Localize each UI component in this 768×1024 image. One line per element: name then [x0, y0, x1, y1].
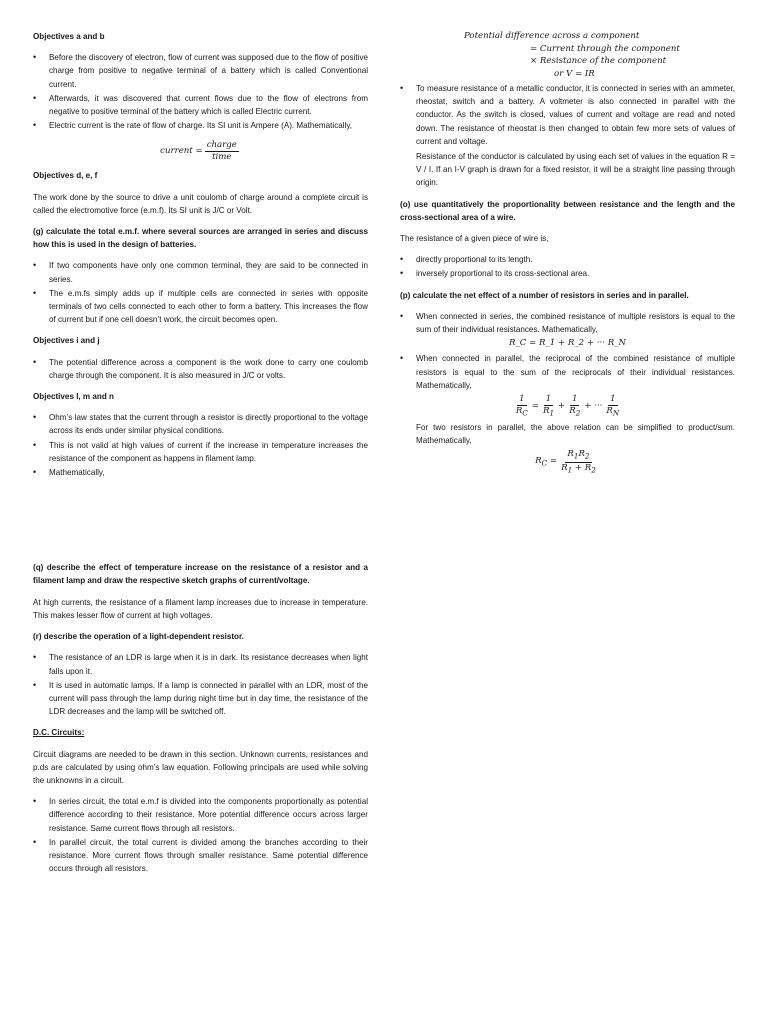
paragraph-wire: The resistance of a given piece of wire is, — [400, 234, 549, 244]
paragraph-measure-continued: Resistance of the conductor is calculated by using each set of values in the equation R = V / I. If an I-V graph is drawn for a fixed resistor, it will be a straight line passing through origin. — [416, 152, 735, 188]
fraction: $\frac{1}{R_N}$ — [606, 394, 620, 418]
list-item: • Electric current is the rate of flow of charge. Its SI unit is Ampere (A). Mathematically, — [33, 119, 368, 132]
list-item: • Mathematically, — [33, 466, 368, 479]
paragraph-dc: Circuit diagrams are needed to be drawn in this section. Unknown currents, resistances and p.ds are calculated by using ohm’s law equation. Following principals are used while solving the unknowns in a circuit. — [33, 749, 368, 785]
list-item: • In parallel circuit, the total current is divided among the branches according to their resistance. More current flows through smaller resistance. Same potential difference occurs through all resistors. — [33, 836, 368, 876]
list-item: • When connected in parallel, the reciprocal of the combined resistance of multiple resistors is equal to the sum of the reciprocals of their individual resistances. Mathematically, — [400, 352, 735, 392]
list-item: • If two components have only one common terminal, they are said to be connected in series. — [33, 259, 368, 285]
list-item: • Ohm’s law states that the current through a resistor is directly proportional to the voltage across its ends under similar physical conditions. — [33, 411, 368, 437]
list-measure — [400, 82, 735, 148]
equation-parallel: $\frac{1}{R_C}$ = $\frac{1}{R_1}$ + $\frac{1}{R_2}$ + ··· $\frac{1}{R_N}$ — [515, 394, 620, 418]
fraction-numerator: charge — [206, 140, 237, 151]
list-g — [33, 259, 368, 326]
fraction: $\frac{1}{R_1}$ — [542, 394, 555, 418]
blank-space — [33, 487, 368, 561]
list-item: • Afterwards, it was discovered that current flows due to the flow of electrons from negative to positive terminal of the battery which is called Electric current. — [33, 92, 368, 118]
heading-objectives-lmn: Objectives l, m and n — [33, 392, 114, 402]
list-dc — [33, 795, 368, 875]
list-item: • When connected in series, the combined resistance of multiple resistors is equal to the sum of their individual resistances. Mathematically, — [400, 310, 735, 336]
heading-objective-g: (g) calculate the total e.m.f. where several sources are arranged in series and discuss how this is used in the design of batteries. — [33, 227, 368, 250]
equation-line: Potential difference across a component — [464, 31, 640, 41]
list-item: • directly proportional to its length. — [400, 253, 735, 266]
heading-objective-q: (q) describe the effect of temperature increase on the resistance of a resistor and a filament lamp and draw the respective sketch graphs of current/voltage. — [33, 563, 368, 586]
list-item: • inversely proportional to its cross-sectional area. — [400, 267, 735, 280]
equation-series-text: R_C = R_1 + R_2 + ··· R_N — [508, 338, 627, 349]
fraction — [205, 140, 239, 163]
list-item: • It is used in automatic lamps. If a lamp is connected in parallel with an LDR, most of the current will pass through the lamp during night time but in day time, the resistance of the LDR decreases and the lamp will be switched off. — [33, 679, 368, 719]
equation-series — [400, 337, 735, 350]
list-item: • To measure resistance of a metallic conductor, it is connected in series with an ammeter, rheostat, switch and a battery. A voltmeter is also connected in parallel with the conductor. As the switch is closed, values of current and voltage are read and noted down. The resistance of rheostat is then changed to obtain few more sets of values of current and voltage. — [400, 82, 735, 148]
list-item: • The resistance of an LDR is large when it is in dark. Its resistance decreases when light falls upon it. — [33, 651, 368, 677]
heading-objectives-def: Objectives d, e, f — [33, 171, 98, 181]
fraction-denominator: time — [212, 152, 232, 163]
list-ij — [33, 356, 368, 382]
equation-line: or V = IR — [554, 68, 595, 79]
list-o — [400, 253, 735, 280]
paragraph-emf: The work done by the source to drive a unit coulomb of charge around a complete circuit is called the electromotive force (e.m.f). Its SI unit is J/C or Volt. — [33, 192, 368, 215]
heading-objective-o: (o) use quantitatively the proportionality between resistance and the length and the cross-sectional area of a wire. — [400, 199, 735, 222]
list-item: • Before the discovery of electron, flow of current was supposed due to the flow of positive charge from positive to negative terminal of a battery which is called Conventional current. — [33, 51, 368, 91]
list-ab — [33, 51, 368, 132]
list-p-parallel — [400, 352, 735, 392]
equation-line: × Resistance of the component — [530, 56, 667, 66]
list-p — [400, 310, 735, 336]
equation-line: = Current through the component — [530, 43, 680, 54]
list-item: • The potential difference across a component is the work done to carry one coulomb charge through the component. It is also measured in J/C or volts. — [33, 356, 368, 382]
heading-objective-p: (p) calculate the net effect of a number of resistors in series and in parallel. — [400, 290, 689, 300]
list-lmn — [33, 411, 368, 479]
fraction: $\frac{1}{R_2}$ — [569, 394, 581, 418]
right-column — [400, 30, 735, 482]
heading-objectives-ab: Objectives a and b — [33, 32, 105, 41]
equation-potential-difference — [400, 30, 735, 80]
fraction: $\frac{R_1R_2}{R_1 + R_2}$ — [561, 449, 596, 475]
left-column — [33, 30, 368, 883]
heading-dc-circuits: D.C. Circuits: — [33, 728, 85, 738]
heading-objectives-ij: Objectives i and j — [33, 336, 100, 346]
heading-objective-r: (r) describe the operation of a light-dependent resistor. — [33, 632, 244, 642]
paragraph-filament: At high currents, the resistance of a filament lamp increases due to increase in temperature. This makes lesser flow of current at high voltages. — [33, 597, 368, 620]
list-item: • This is not valid at high values of current if the increase in temperature increases the resistance of the component as happens in filament lamp. — [33, 439, 368, 465]
list-item: • The e.m.fs simply adds up if multiple cells are connected in series with opposite terminals of two cells connected to each other to form a battery. This increases the flow of current but if one cell doesn’t work, the circuit becomes open. — [33, 287, 368, 327]
paragraph-two-resistors: For two resistors in parallel, the above relation can be simplified to product/sum. Mathematically, — [416, 422, 735, 445]
list-r — [33, 651, 368, 718]
fraction: $\frac{1}{R_C}$ — [515, 394, 528, 418]
list-item: • In series circuit, the total e.m.f is divided into the components proportionally as potential difference according to their resistance. More potential difference occurs across larger resistance. Same current flows through all resistors. — [33, 795, 368, 835]
equation-current — [33, 140, 368, 163]
equation-two-resistors: $R_C$ = $\frac{R_1R_2}{R_1 + R_2}$ — [535, 449, 596, 475]
equation-lhs: current = — [160, 146, 203, 157]
